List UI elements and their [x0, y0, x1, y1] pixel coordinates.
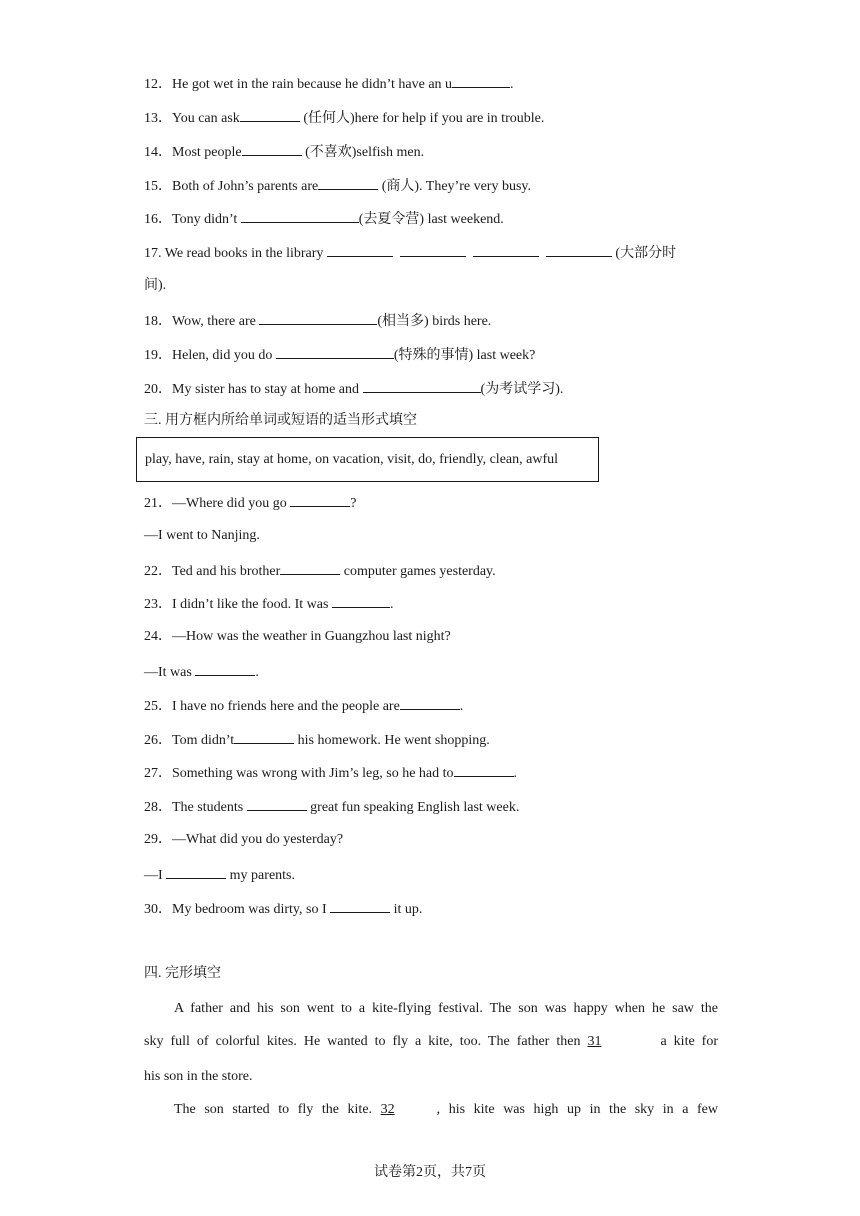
question-15: 15．Both of John’s parents are (商人). They’re very busy. — [144, 176, 531, 196]
question-28: 28．The students great fun speaking English last week. — [144, 797, 519, 817]
question-number: 19． — [144, 348, 172, 363]
question-number: 16． — [144, 212, 172, 227]
question-number: 15． — [144, 179, 172, 194]
question-20: 20．My sister has to stay at home and (为考试学习). — [144, 379, 563, 399]
question-number: 13． — [144, 111, 172, 126]
question-number: 18． — [144, 314, 172, 329]
question-21: 21．—Where did you go ? — [144, 493, 356, 513]
answer-blank[interactable] — [400, 696, 460, 710]
question-13: 13．You can ask (任何人)here for help if you are in trouble. — [144, 108, 544, 128]
question-text: He got wet in the rain because he didn’t have an u — [172, 77, 453, 92]
answer-blank[interactable] — [280, 561, 340, 575]
question-18: 18．Wow, there are (相当多) birds here. — [144, 311, 491, 331]
answer-blank-1[interactable] — [327, 243, 393, 257]
question-number: 29． — [144, 832, 172, 847]
question-number: 22． — [144, 564, 172, 579]
question-number: 21． — [144, 496, 172, 511]
section-three-heading: 三. 用方框内所给单词或短语的适当形式填空 — [144, 413, 417, 428]
question-24: 24．—How was the weather in Guangzhou last night? — [144, 629, 451, 644]
question-30: 30．My bedroom was dirty, so I it up. — [144, 899, 422, 919]
answer-blank[interactable] — [452, 74, 510, 88]
answer-blank[interactable] — [195, 662, 255, 676]
question-14: 14．Most people (不喜欢)selfish men. — [144, 142, 424, 162]
answer-blank[interactable] — [318, 176, 378, 190]
passage-line: A father and his son went to a kite-flying festival. The son was happy when he saw the — [174, 1001, 718, 1016]
question-number: 23． — [144, 597, 172, 612]
answer-blank[interactable] — [276, 345, 394, 359]
cloze-blank-32[interactable]: 32 — [380, 1102, 395, 1117]
question-16: 16．Tony didn’t (去夏令营) last weekend. — [144, 209, 504, 229]
page-footer: 试卷第2页，共7页 — [374, 1165, 486, 1180]
question-number: 27． — [144, 766, 172, 781]
question-21-answer-line: —I went to Nanjing. — [144, 528, 260, 543]
question-19: 19．Helen, did you do (特殊的事情) last week? — [144, 345, 535, 365]
answer-blank-2[interactable] — [400, 243, 466, 257]
question-29: 29．—What did you do yesterday? — [144, 832, 344, 847]
question-number: 28． — [144, 800, 172, 815]
answer-blank[interactable] — [242, 142, 302, 156]
question-17-continuation: 间). — [144, 278, 167, 293]
answer-blank-3[interactable] — [473, 243, 539, 257]
question-12: 12．He got wet in the rain because he didn’t have an u . — [144, 74, 514, 94]
question-number: 20． — [144, 382, 172, 397]
word-box: play, have, rain, stay at home, on vacation, visit, do, friendly, clean, awful — [136, 437, 599, 482]
passage-line: his son in the store. — [144, 1069, 253, 1084]
question-number: 12． — [144, 77, 172, 92]
question-number: 14． — [144, 145, 172, 160]
cloze-blank-31[interactable]: 31 — [587, 1034, 602, 1049]
answer-blank[interactable] — [240, 108, 300, 122]
answer-blank[interactable] — [330, 899, 390, 913]
question-24-answer-line: —It was . — [144, 662, 259, 682]
section-four-heading: 四. 完形填空 — [144, 966, 221, 981]
answer-blank[interactable] — [247, 797, 307, 811]
question-number: 30． — [144, 902, 172, 917]
question-25: 25．I have no friends here and the people are . — [144, 696, 463, 716]
answer-blank[interactable] — [363, 379, 481, 393]
question-22: 22．Ted and his brother computer games yesterday. — [144, 561, 496, 581]
passage-line: sky full of colorful kites. He wanted to fly a kite, too. The father then 31 a kite for — [144, 1025, 718, 1059]
answer-blank-4[interactable] — [546, 243, 612, 257]
answer-blank[interactable] — [241, 209, 359, 223]
question-17: 17. We read books in the library (大部分时 — [144, 243, 676, 263]
answer-blank[interactable] — [259, 311, 377, 325]
question-26: 26．Tom didn’t his homework. He went shopping. — [144, 730, 490, 750]
question-number: 24． — [144, 629, 172, 644]
answer-blank[interactable] — [454, 763, 514, 777]
answer-blank[interactable] — [332, 594, 390, 608]
question-number: 26． — [144, 733, 172, 748]
answer-blank[interactable] — [234, 730, 294, 744]
question-29-answer-line: —I my parents. — [144, 865, 295, 885]
answer-blank[interactable] — [166, 865, 226, 879]
question-27: 27．Something was wrong with Jim’s leg, so he had to . — [144, 763, 517, 783]
question-number: 25． — [144, 699, 172, 714]
passage-line: The son started to fly the kite. 32 , his kite was high up in the sky in a few — [144, 1093, 718, 1127]
answer-blank[interactable] — [290, 493, 350, 507]
question-23: 23．I didn’t like the food. It was . — [144, 594, 393, 614]
